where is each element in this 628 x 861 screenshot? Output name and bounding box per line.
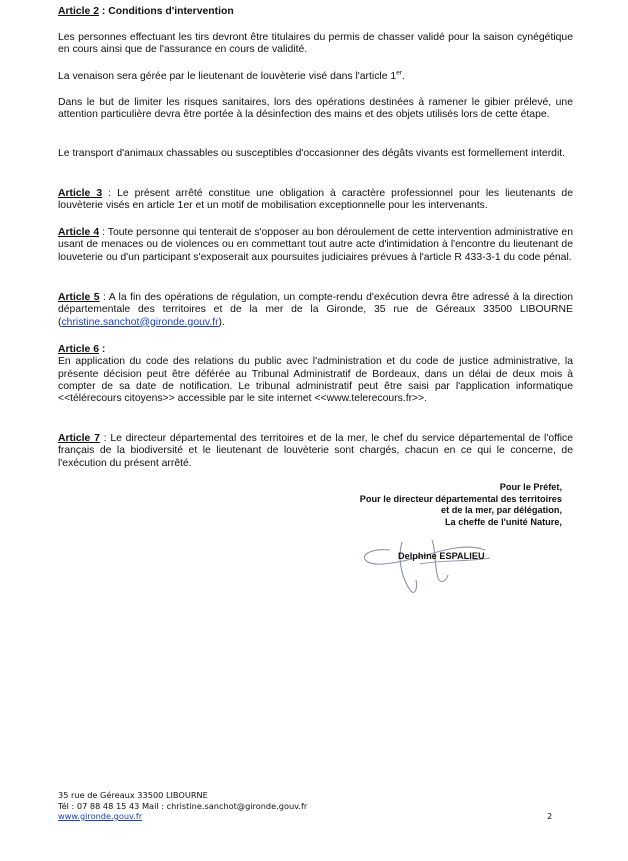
article-6-text: En application du code des relations du public avec l'administration et du code de justice administrative, la présente décision peut être déférée au Tribunal Administratif de Bordeaux, dans un délai de deux mois à compter de sa date de notification. Le tribunal administratif peut être saisi par l'application informatique <<télérecours citoyens>> accessible par le site internet <<www.telerecours.fr>>. (58, 356, 573, 405)
signature-line: Pour le Préfet, (499, 482, 562, 492)
paragraph-text: Dans le but de limiter les risques sanitaires, lors des opérations destinées à ramener le gibier prélevé, une attention particulière devra être portée à la désinfection des mains et des objets utilisés lors de cette étape. (58, 97, 573, 121)
article-5-text: : A la fin des opérations de régulation, un compte-rendu d'exécution devra être adressé à la direction départementale des territoires et de la mer de la Gironde, 35 rue de Géreaux 33500 LIBOURNE ( (58, 292, 573, 328)
article-2-paragraph-1 (58, 32, 573, 57)
article-2-paragraph-3 (58, 97, 573, 122)
article-7 (58, 433, 573, 470)
article-3-text: : Le présent arrêté constitue une obligation à caractère professionnel pour les lieutenants de louvèterie visés en article 1er et un motif de mobilisation exceptionnelle pour les intervenants. (58, 188, 573, 212)
article-2-heading (58, 6, 573, 18)
article-4-text: : Toute personne qui tenterait de s'opposer au bon déroulement de cette intervention administrative en usant de menaces ou de violences ou en commettant tout autre acte d'intimidation à l'encontre du lieutenant de louveterie ou d'un participant s'exposerait aux poursuites judiciaires prévues à l'article R 433-3-1 du code pénal. (58, 227, 573, 263)
page-number: 2 (547, 811, 553, 821)
footer-website-link[interactable]: www.gironde.gouv.fr (58, 811, 143, 821)
footer-address: 35 rue de Géreaux 33500 LIBOURNE (58, 790, 208, 800)
article-6-label: Article 6 (58, 344, 100, 355)
article-3-label: Article 3 (58, 188, 103, 199)
article-2-paragraph-2 (58, 71, 573, 83)
paragraph-text: Le transport d'animaux chassables ou susceptibles d'occasionner des dégâts vivants est formellement interdit. (58, 148, 566, 159)
article-7-label: Article 7 (58, 433, 100, 444)
email-link[interactable]: christine.sanchot@gironde.gouv.fr (61, 316, 219, 328)
article-5-label: Article 5 (58, 292, 100, 303)
signature-line: Pour le directeur départemental des territoires (359, 493, 562, 504)
footer-contact: Tél : 07 88 48 15 43 Mail : christine.sanchot@gironde.gouv.fr (58, 800, 308, 811)
paragraph-end: . (401, 71, 405, 82)
article-5-end: ). (218, 316, 225, 328)
article-4-label: Article 4 (58, 227, 100, 238)
signature-line: La cheffe de l'unité Nature, (444, 516, 562, 527)
article-3 (58, 188, 573, 213)
article-2-label: Article 2 (58, 6, 100, 17)
article-7-text: : Le directeur départemental des territoires et de la mer, le chef du service départemental de l'office français de la biodiversité et le lieutenant de louvèterie sont chargés, chacun en ce qui le concerne, de l'exécution du présent arrêté. (58, 433, 573, 469)
article-6 (58, 344, 573, 405)
article-6-colon: : (99, 344, 106, 355)
article-4 (58, 227, 573, 264)
article-2-title: : Conditions d'intervention (99, 6, 234, 17)
superscript: er (396, 69, 402, 77)
paragraph-text: La venaison sera gérée par le lieutenant de louvèterie visé dans l'article 1 (58, 71, 397, 82)
article-5 (58, 292, 573, 329)
signature-line: et de la mer, par délégation, (440, 505, 562, 516)
paragraph-text: Les personnes effectuant les tirs devront être titulaires du permis de chasser validé pour la saison cynégétique en cours ainsi que de l'assurance en cours de validité. (58, 32, 573, 56)
signatory-name: Delphine ESPALIEU (398, 551, 485, 561)
footer (58, 790, 307, 822)
article-2-paragraph-4 (58, 148, 573, 160)
